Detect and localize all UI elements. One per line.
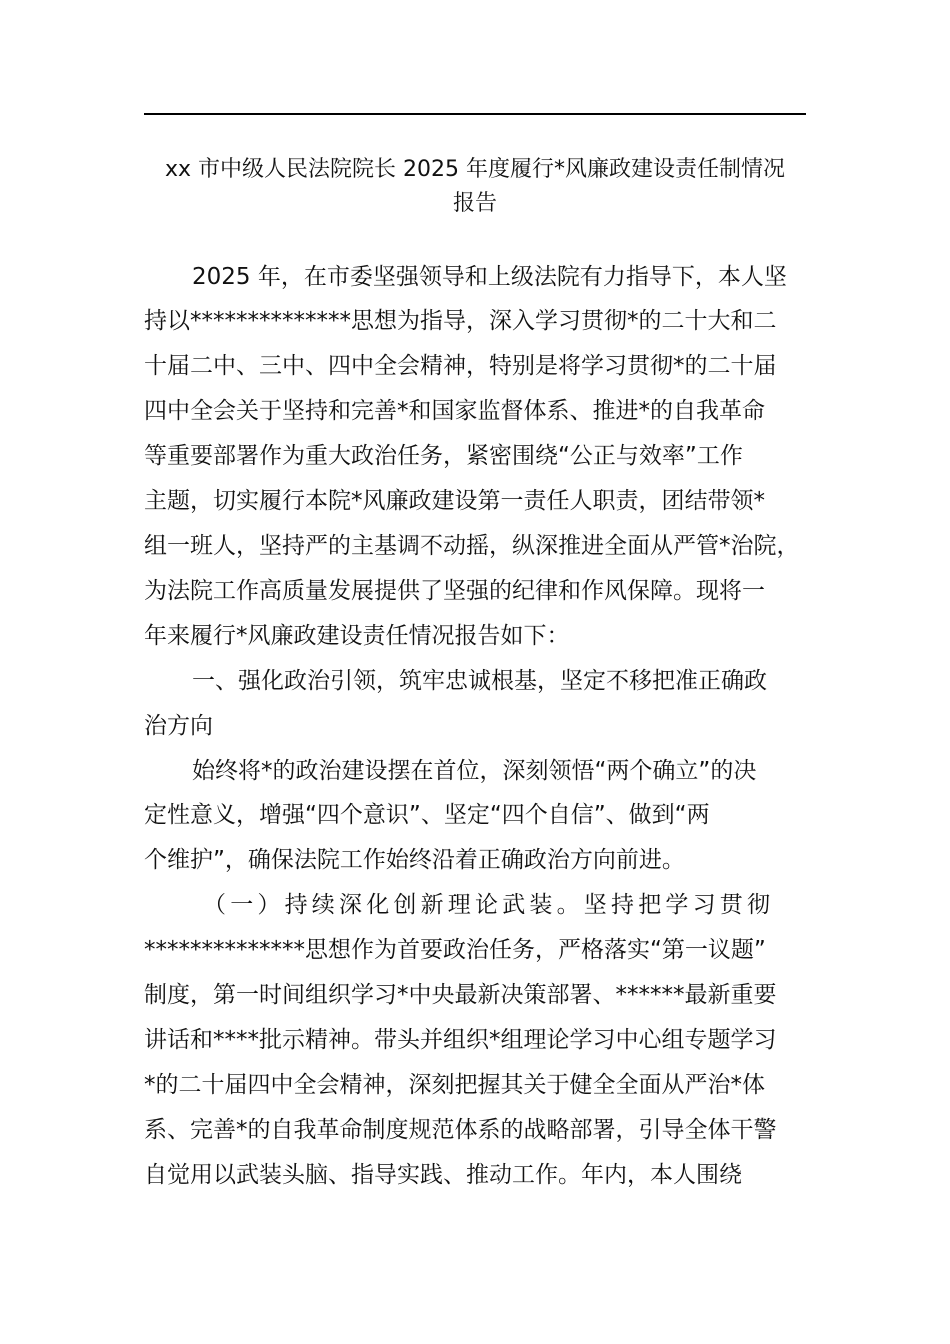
body-line: 四中全会关于坚持和完善*和国家监督体系、推进*的自我革命 — [144, 398, 765, 424]
document-title-line-1: xx 市中级人民法院院长 2025 年度履行*风廉政建设责任制情况 — [164, 157, 785, 182]
body-line: 定性意义，增强“四个意识”、坚定“四个自信”、做到“两 — [144, 802, 710, 828]
section-heading-line: 一、强化政治引领，筑牢忠诚根基，坚定不移把准正确政 — [192, 668, 767, 694]
body-line: 始终将*的政治建设摆在首位，深刻领悟“两个确立”的决 — [192, 758, 757, 784]
section-heading-line: 治方向 — [144, 713, 213, 739]
body-line: 持以**************思想为指导，深入学习贯彻*的二十大和二 — [144, 308, 777, 334]
body-line: 个维护”，确保法院工作始终沿着正确政治方向前进。 — [144, 847, 685, 873]
body-line: 讲话和****批示精神。带头并组织*组理论学习中心组专题学习 — [144, 1027, 777, 1053]
subsection-heading-line: （一）持续深化创新理论武装。坚持把学习贯彻 — [203, 892, 775, 918]
document-title-line-2: 报告 — [452, 191, 497, 216]
body-line: 年来履行*风廉政建设责任情况报告如下： — [144, 623, 570, 649]
body-line: 主题，切实履行本院*风廉政建设第一责任人职责，团结带领* — [144, 488, 765, 514]
body-line: 自觉用以武装头脑、指导实践、推动工作。年内，本人围绕 — [144, 1162, 742, 1188]
header-rule — [144, 113, 806, 115]
body-line: 为法院工作高质量发展提供了坚强的纪律和作风保障。现将一 — [144, 578, 765, 604]
body-line: 十届二中、三中、四中全会精神，特别是将学习贯彻*的二十届 — [144, 353, 777, 379]
body-line: 等重要部署作为重大政治任务，紧密围绕“公正与效率”工作 — [144, 443, 743, 469]
body-line: **************思想作为首要政治任务，严格落实“第一议题” — [144, 937, 766, 963]
body-line: 系、完善*的自我革命制度规范体系的战略部署，引导全体干警 — [144, 1117, 777, 1143]
body-line: 组一班人，坚持严的主基调不动摇，纵深推进全面从严管*治院， — [144, 533, 800, 559]
body-line: 2025 年，在市委坚强领导和上级法院有力指导下，本人坚 — [192, 264, 787, 290]
body-line: 制度，第一时间组织学习*中央最新决策部署、******最新重要 — [144, 982, 777, 1008]
body-line: *的二十届四中全会精神，深刻把握其关于健全全面从严治*体 — [144, 1072, 765, 1098]
